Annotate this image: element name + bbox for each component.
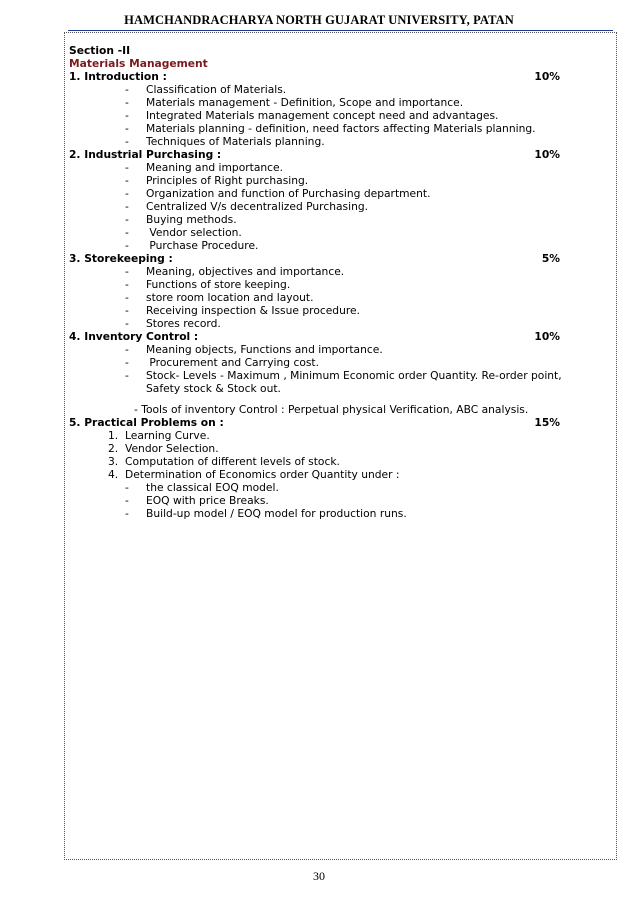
numbered-item — [69, 429, 569, 442]
unit-heading — [69, 416, 569, 429]
numbered-item — [69, 442, 569, 455]
list-item-text: Build-up model / EOQ model for production runs. — [146, 507, 407, 520]
list-item — [69, 343, 569, 356]
numbered-item-text: Learning Curve. — [125, 429, 210, 442]
bullet-dash: - — [125, 304, 129, 317]
bullet-dash: - — [125, 83, 129, 96]
list-item-text: EOQ with price Breaks. — [146, 494, 269, 507]
list-item — [69, 481, 569, 494]
list-item — [69, 317, 569, 330]
list-item-text: Techniques of Materials planning. — [146, 135, 325, 148]
numbered-item-text: Determination of Economics order Quantity under : — [125, 468, 400, 481]
unit-weight: 10% — [534, 148, 560, 161]
list-item — [69, 291, 569, 304]
list-item-text: Centralized V/s decentralized Purchasing. — [146, 200, 369, 213]
list-item — [69, 200, 569, 213]
page-number: 30 — [313, 869, 325, 883]
list-item — [69, 356, 569, 369]
bullet-dash: - — [125, 213, 129, 226]
numbered-item — [69, 468, 569, 481]
unit-title: 2. Industrial Purchasing : — [69, 148, 222, 161]
unit-title: 1. Introduction : — [69, 70, 167, 83]
list-item — [69, 187, 569, 200]
list-item-text: Organization and function of Purchasing department. — [146, 187, 431, 200]
item-number: 4. — [108, 468, 119, 481]
item-number: 1. — [108, 429, 119, 442]
numbered-item — [69, 455, 569, 468]
list-item — [69, 278, 569, 291]
numbered-item-text: Vendor Selection. — [125, 442, 219, 455]
list-item-text: Functions of store keeping. — [146, 278, 291, 291]
list-item — [69, 83, 569, 96]
list-item-text: Stock- Levels - Maximum , Minimum Economic order Quantity. Re-order point, Safety stock & Stock out. — [146, 369, 562, 395]
unit-weight: 15% — [534, 416, 560, 429]
unit-weight: 10% — [534, 70, 560, 83]
bullet-dash: - — [125, 494, 129, 507]
bullet-dash: - — [125, 122, 129, 135]
unit-weight: 10% — [534, 330, 560, 343]
list-item — [69, 161, 569, 174]
spacer — [69, 395, 569, 403]
bullet-dash: - — [125, 135, 129, 148]
list-item-text: Integrated Materials management concept need and advantages. — [146, 109, 499, 122]
syllabus-content — [69, 44, 569, 520]
list-item-text: store room location and layout. — [146, 291, 314, 304]
tools-text: - Tools of inventory Control : Perpetual physical Verification, ABC analysis. — [134, 403, 529, 416]
list-item — [69, 494, 569, 507]
bullet-dash: - — [125, 317, 129, 330]
bullet-dash: - — [125, 174, 129, 187]
bullet-dash: - — [125, 200, 129, 213]
header-rule — [68, 30, 613, 31]
unit-heading — [69, 148, 569, 161]
list-item — [69, 369, 569, 395]
section-label: Section -II — [69, 44, 131, 57]
list-item-text: Principles of Right purchasing. — [146, 174, 309, 187]
bullet-dash: - — [125, 507, 129, 520]
list-item — [69, 135, 569, 148]
bullet-dash: - — [125, 187, 129, 200]
list-item-text: Stores record. — [146, 317, 221, 330]
list-item — [69, 226, 569, 239]
list-item-text: the classical EOQ model. — [146, 481, 279, 494]
page-header: HAMCHANDRACHARYA NORTH GUJARAT UNIVERSITY, PATAN — [124, 13, 514, 27]
bullet-dash: - — [125, 343, 129, 356]
bullet-dash: - — [125, 356, 129, 369]
list-item-text: Buying methods. — [146, 213, 237, 226]
list-item-text: Meaning objects, Functions and importance. — [146, 343, 383, 356]
bullet-dash: - — [125, 481, 129, 494]
bullet-dash: - — [125, 265, 129, 278]
unit-heading — [69, 252, 569, 265]
list-item — [69, 304, 569, 317]
list-item — [69, 122, 569, 135]
subject-title: Materials Management — [69, 57, 208, 70]
bullet-dash: - — [125, 226, 129, 239]
list-item — [69, 265, 569, 278]
numbered-item-text: Computation of different levels of stock. — [125, 455, 340, 468]
list-item-text: Materials management - Definition, Scope and importance. — [146, 96, 464, 109]
bullet-dash: - — [125, 369, 129, 382]
unit-weight: 5% — [541, 252, 560, 265]
list-item-text: Procurement and Carrying cost. — [146, 356, 320, 369]
list-item — [69, 96, 569, 109]
list-item-text: Meaning and importance. — [146, 161, 284, 174]
unit-heading — [69, 330, 569, 343]
list-item-text: Purchase Procedure. — [146, 239, 259, 252]
unit-title: 4. Inventory Control : — [69, 330, 199, 343]
list-item — [69, 507, 569, 520]
list-item-text: Classification of Materials. — [146, 83, 287, 96]
list-item-text: Meaning, objectives and importance. — [146, 265, 345, 278]
bullet-dash: - — [125, 109, 129, 122]
list-item — [69, 403, 569, 416]
list-item — [69, 109, 569, 122]
item-number: 2. — [108, 442, 119, 455]
bullet-dash: - — [125, 278, 129, 291]
bullet-dash: - — [125, 291, 129, 304]
unit-title: 3. Storekeeping : — [69, 252, 173, 265]
unit-title: 5. Practical Problems on : — [69, 416, 224, 429]
list-item-text: Receiving inspection & Issue procedure. — [146, 304, 360, 317]
list-item-text: Vendor selection. — [146, 226, 242, 239]
unit-heading — [69, 70, 569, 83]
list-item — [69, 213, 569, 226]
list-item-text: Materials planning - definition, need factors affecting Materials planning. — [146, 122, 536, 135]
bullet-dash: - — [125, 239, 129, 252]
bullet-dash: - — [125, 96, 129, 109]
item-number: 3. — [108, 455, 119, 468]
list-item — [69, 239, 569, 252]
bullet-dash: - — [125, 161, 129, 174]
list-item — [69, 174, 569, 187]
